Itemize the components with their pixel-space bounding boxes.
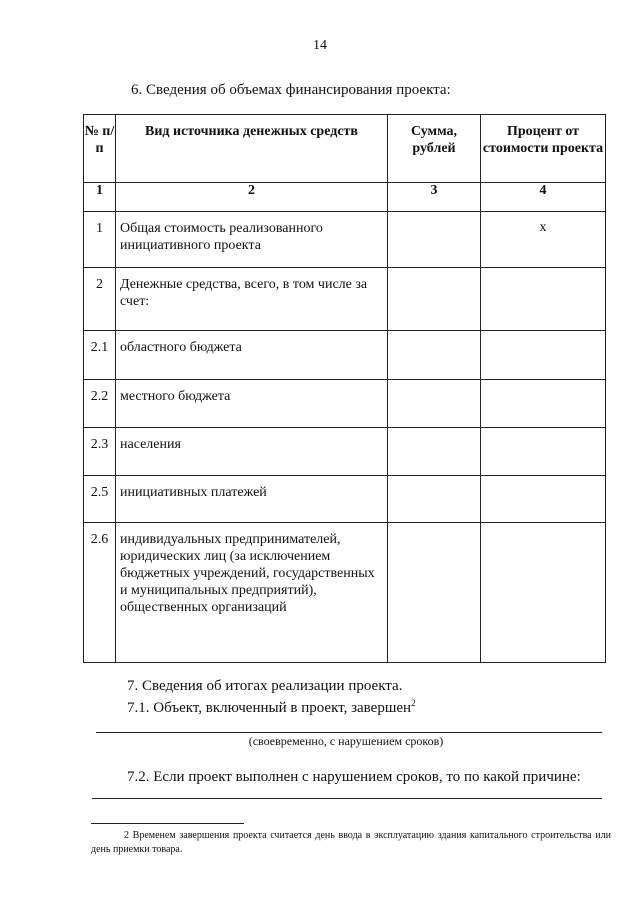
row-percent: х [481,212,606,268]
row-number: 2 [84,268,116,331]
table-row [84,268,606,331]
table-row [84,428,606,476]
row-sum [388,428,481,476]
table-index-row [84,183,606,212]
row-source: областного бюджета [116,331,388,380]
fill-line-7-2 [92,798,602,799]
footnote-text: 2 Временем завершения проекта считается день ввода в эксплуатацию здания капитального строительства или день приемки товара. [91,830,611,855]
row-percent [481,268,606,331]
index-cell: 2 [116,183,388,212]
table-row [84,380,606,428]
table-row [84,523,606,663]
row-number: 2.1 [84,331,116,380]
row-sum [388,476,481,523]
row-number: 2.3 [84,428,116,476]
fill-line-7-1 [96,732,602,733]
row-number: 2.6 [84,523,116,663]
row-sum [388,331,481,380]
row-percent [481,428,606,476]
row-number: 2.2 [84,380,116,428]
financing-table [83,114,606,663]
row-percent [481,523,606,663]
row-source: Денежные средства, всего, в том числе за счет: [116,268,388,331]
item-7-1 [127,698,416,717]
row-sum [388,212,481,268]
row-number: 2.5 [84,476,116,523]
row-sum [388,523,481,663]
row-source: инициативных платежей [116,476,388,523]
row-sum [388,268,481,331]
row-percent [481,380,606,428]
item-7-1-hint: (своевременно, с нарушением сроков) [248,734,444,748]
header-source: Вид источника денежных средств [116,115,388,183]
item-7-1-text: 7.1. Объект, включенный в проект, завершен [127,700,412,716]
table-row [84,331,606,380]
index-cell: 1 [84,183,116,212]
item-7-2: 7.2. Если проект выполнен с нарушением сроков, то по какой причине: [127,769,581,785]
index-cell: 3 [388,183,481,212]
row-sum [388,380,481,428]
index-cell: 4 [481,183,606,212]
footnote-mark: 2 [411,698,416,708]
row-percent [481,476,606,523]
row-source: Общая стоимость реализованного инициативного проекта [116,212,388,268]
table-header-row [84,115,606,183]
row-source: населения [116,428,388,476]
row-source: индивидуальных предпринимателей, юридических лиц (за исключением бюджетных учреждений, государственных и муниципальных предприятий), общественных организаций [116,523,388,663]
table-row [84,476,606,523]
row-number: 1 [84,212,116,268]
header-sum: Сумма, рублей [388,115,481,183]
header-percent: Процент от стоимости проекта [481,115,606,183]
row-percent [481,331,606,380]
table-row [84,212,606,268]
header-num: № п/п [84,115,116,183]
page-number: 14 [313,38,327,53]
section-7-title: 7. Сведения об итогах реализации проекта. [127,678,403,694]
section-6-title: 6. Сведения об объемах финансирования проекта: [131,82,451,98]
footnote-separator [91,823,244,824]
row-source: местного бюджета [116,380,388,428]
